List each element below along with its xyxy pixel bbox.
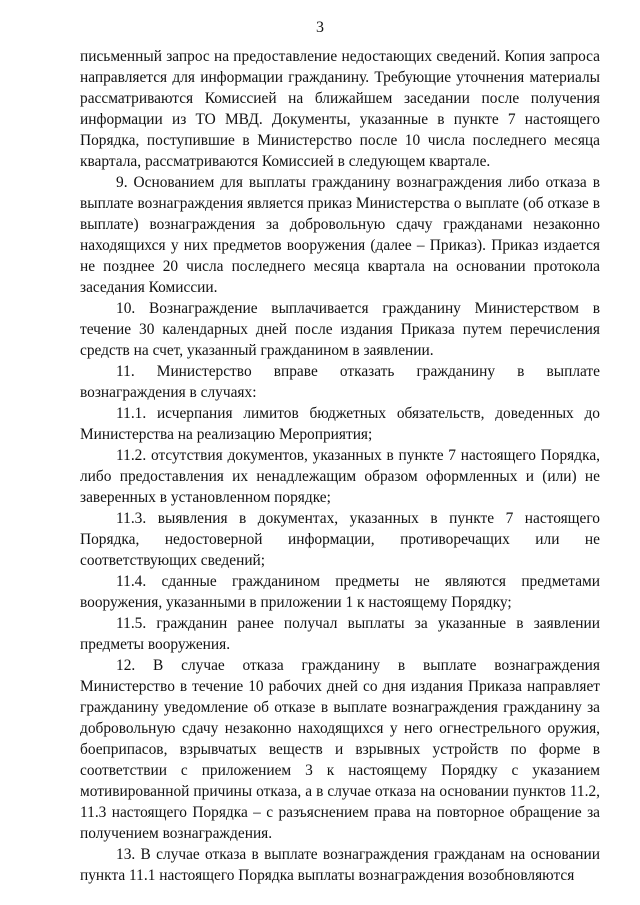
page-number: 3 bbox=[316, 19, 324, 36]
paragraph-11-2: 11.2. отсутствия документов, указанных в пункте 7 настоящего Порядка, либо предоставления их ненадлежащим образом оформленных и (или) не заверенных в установленном порядке; bbox=[80, 447, 600, 506]
paragraph-9: 9. Основанием для выплаты гражданину вознаграждения либо отказа в выплате вознаграждения является приказ Министерства о выплате (об отказе в выплате) вознаграждения за добровольную сдачу гражданами незаконно находящихся у них предметов вооружения (далее – Приказ). Приказ издается не позднее 20 числа последнего месяца квартала на основании протокола заседания Комиссии. bbox=[80, 174, 600, 296]
document-body bbox=[80, 46, 600, 886]
paragraph-11-1: 11.1. исчерпания лимитов бюджетных обязательств, доведенных до Министерства на реализацию Мероприятия; bbox=[80, 405, 600, 443]
paragraph-11-4: 11.4. сданные гражданином предметы не являются предметами вооружения, указанными в приложении 1 к настоящему Порядку; bbox=[80, 573, 600, 611]
paragraph-11: 11. Министерство вправе отказать гражданину в выплате вознаграждения в случаях: bbox=[80, 363, 600, 401]
paragraph-11-5: 11.5. гражданин ранее получал выплаты за указанные в заявлении предметы вооружения. bbox=[80, 615, 600, 653]
paragraph-10: 10. Вознаграждение выплачивается гражданину Министерством в течение 30 календарных дней после издания Приказа путем перечисления средств на счет, указанный гражданином в заявлении. bbox=[80, 300, 600, 359]
paragraph-8-continuation: письменный запрос на предоставление недостающих сведений. Копия запроса направляется для информации гражданину. Требующие уточнения материалы рассматриваются Комиссией на ближайшем заседании после получения информации из ТО МВД. Документы, указанные в пункте 7 настоящего Порядка, поступившие в Министерство после 10 числа последнего месяца квартала, рассматриваются Комиссией в следующем квартале. bbox=[80, 48, 600, 170]
paragraph-13: 13. В случае отказа в выплате вознаграждения гражданам на основании пункта 11.1 настоящего Порядка выплаты вознаграждения возобновляются bbox=[80, 846, 600, 884]
paragraph-12: 12. В случае отказа гражданину в выплате вознаграждения Министерство в течение 10 рабочих дней со дня издания Приказа направляет гражданину уведомление об отказе в выплате вознаграждения гражданину за добровольную сдачу незаконно находящихся у него огнестрельного оружия, боеприпасов, взрывчатых веществ и взрывных устройств по форме в соответствии с приложением 3 к настоящему Порядку с указанием мотивированной причины отказа, а в случае отказа на основании пунктов 11.2, 11.3 настоящего Порядка – с разъяснением права на повторное обращение за получением вознаграждения. bbox=[80, 657, 600, 842]
paragraph-11-3: 11.3. выявления в документах, указанных в пункте 7 настоящего Порядка, недостоверной информации, противоречащих или не соответствующих сведений; bbox=[80, 510, 600, 569]
